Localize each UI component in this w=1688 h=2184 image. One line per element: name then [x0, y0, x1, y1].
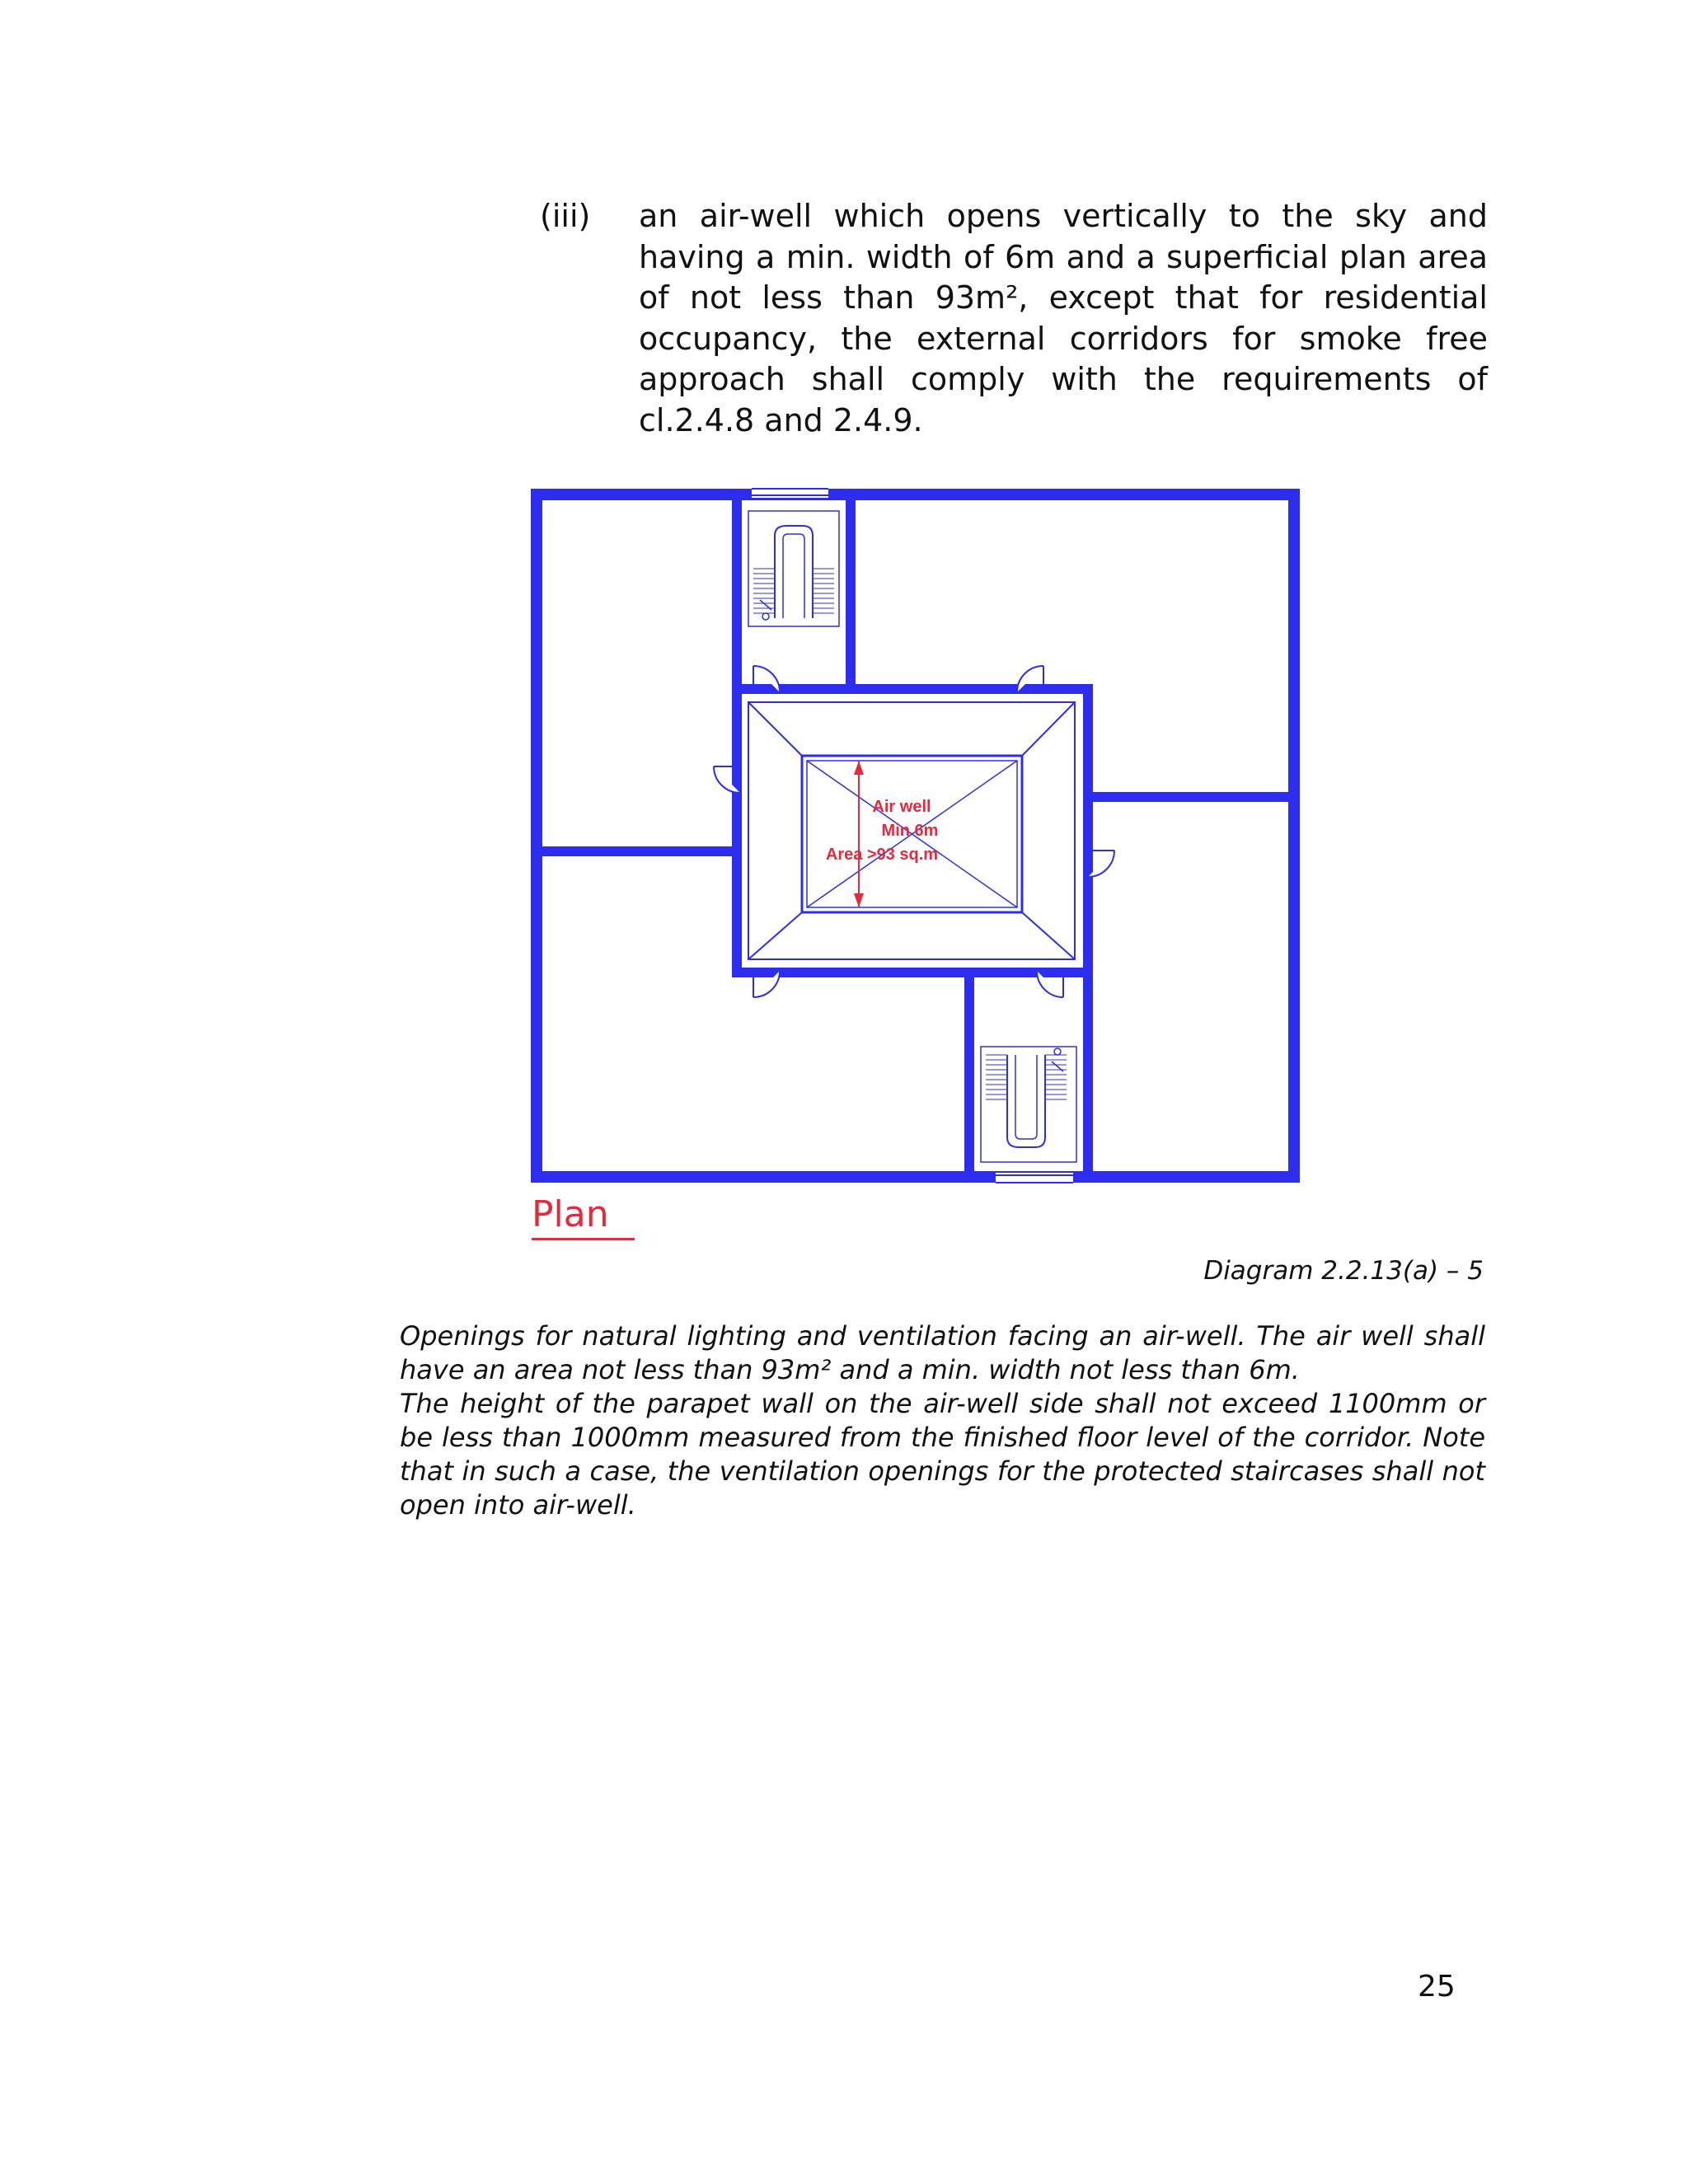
floor-plan-drawing	[528, 486, 1302, 1244]
bottom-staircase	[981, 1047, 1076, 1162]
airwell-label-3: Area >93 sq.m	[825, 846, 939, 864]
floor-plan-diagram	[528, 486, 1302, 1244]
plan-underline	[532, 1238, 635, 1240]
min-width-dimension	[854, 761, 864, 907]
airwell-label-2: Min 6m	[881, 822, 939, 840]
top-staircase	[748, 511, 839, 626]
clause-text: an air-well which opens vertically to the sky and having a min. width of 6m and a superficial plan area of not less than 93m², except that for residential occupancy, the external corridors for smoke free approach shall comply with the requirements of cl.2.4.8 and 2.4.9.	[639, 198, 1488, 438]
diagram-notes	[400, 1319, 1485, 1522]
plan-label: Plan	[532, 1193, 609, 1235]
clause-marker: (iii)	[540, 198, 591, 234]
page-number: 25	[1418, 1970, 1456, 2004]
note-paragraph-1: Openings for natural lighting and ventilation facing an air-well. The air well shall have an area not less than 93m² and a min. width not less than 6m.	[400, 1320, 1485, 1385]
airwell-label-1: Air well	[872, 798, 931, 816]
diagram-caption: Diagram 2.2.13(a) – 5	[1203, 1256, 1484, 1286]
note-paragraph-2: The height of the parapet wall on the air-well side shall not exceed 1100mm or be less than 1000mm measured from the finished floor level of the corridor. Note that in such a case, the ventilation openings for the protected staircases shall not open into air-well.	[400, 1388, 1485, 1521]
